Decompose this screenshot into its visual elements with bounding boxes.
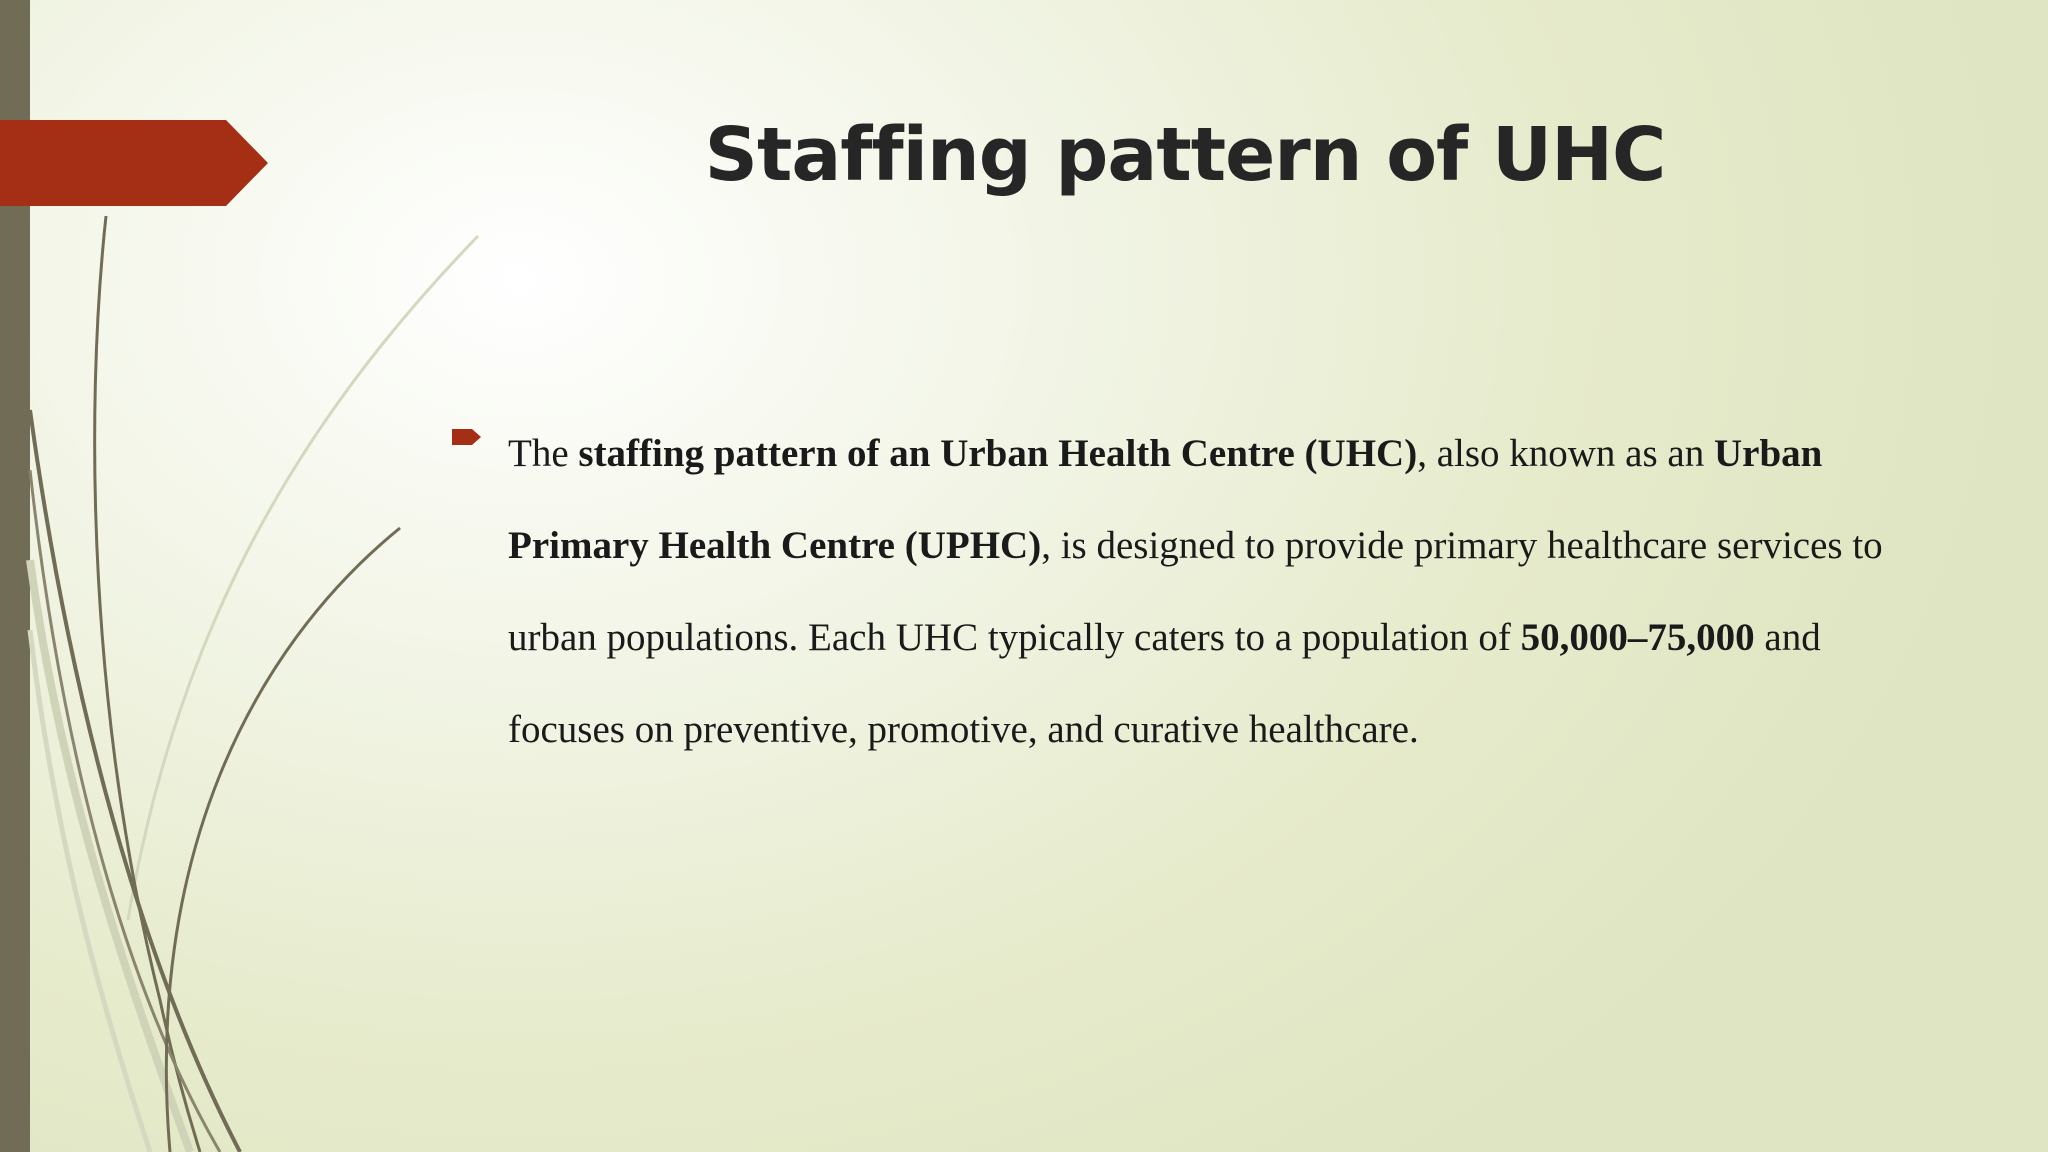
curve-line <box>166 528 400 1152</box>
curve-line <box>128 236 478 920</box>
bullet-text <box>508 408 1898 776</box>
title-arrow-banner <box>0 120 270 206</box>
bold-run: Urban Primary Health Centre (UPHC) <box>508 432 1823 567</box>
bullet-item <box>448 408 1898 776</box>
text-run: , is designed to provide primary healthcare services to urban populations. Each UHC typically caters to a population of <box>508 524 1883 659</box>
slide-title: Staffing pattern of UHC <box>704 112 1666 198</box>
bold-run: staffing pattern of an Urban Health Centre (UHC) <box>578 432 1418 475</box>
curve-line <box>95 216 200 1152</box>
curve-line <box>30 410 240 1152</box>
arrow-bullet-icon <box>452 428 482 446</box>
bold-run: 50,000–75,000 <box>1520 616 1755 659</box>
text-run: and focuses on preventive, promotive, and curative healthcare. <box>508 616 1821 751</box>
text-run: , also known as an <box>1417 432 1714 475</box>
text-run: The <box>508 432 579 475</box>
content-area <box>448 408 1898 776</box>
